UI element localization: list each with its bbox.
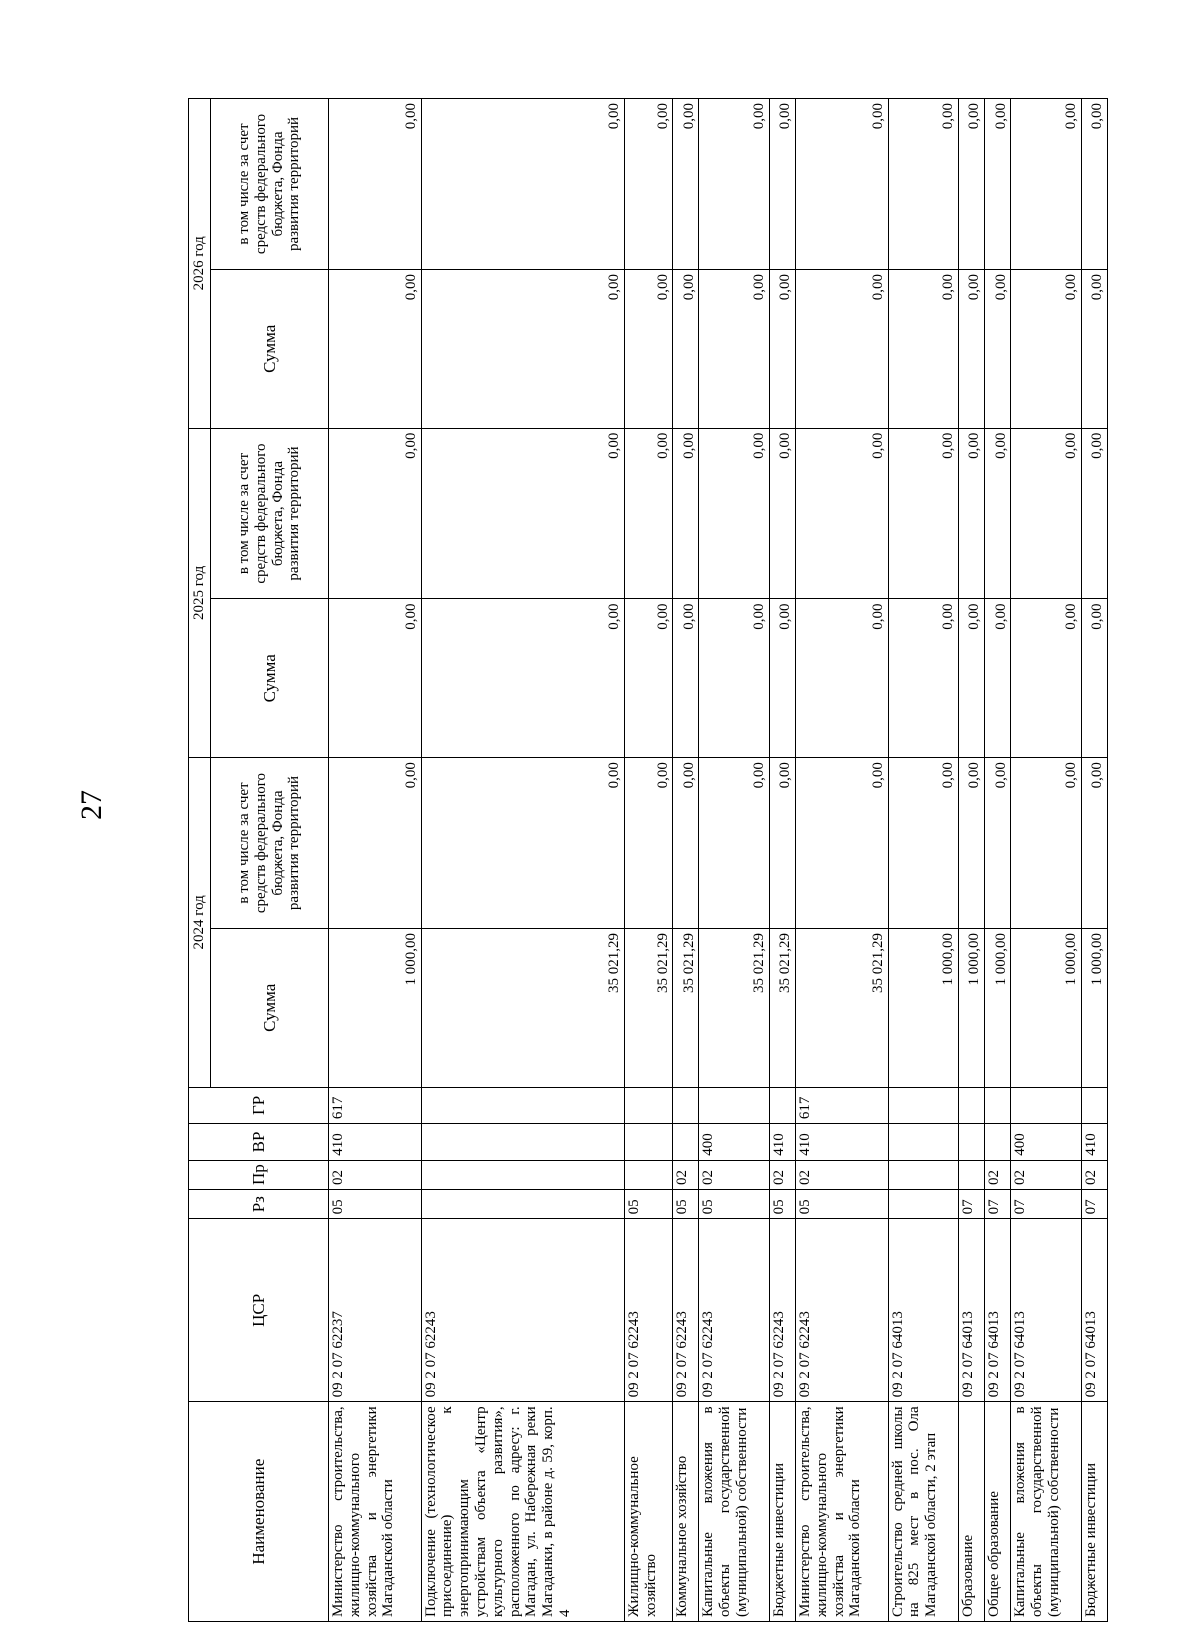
header-name: Наименование [189, 1402, 329, 1622]
row-fed-2025: 0,00 [329, 428, 422, 599]
row-gr [888, 1087, 958, 1124]
row-sum-2024: 1 000,00 [985, 928, 1011, 1087]
row-sum-2025: 0,00 [959, 599, 985, 758]
row-name: Коммунальное хозяйство [673, 1402, 699, 1622]
row-rz: 05 [673, 1190, 699, 1219]
row-vr: 410 [796, 1124, 889, 1161]
row-csr: 09 2 07 64013 [888, 1219, 958, 1402]
row-sum-2024: 35 021,29 [673, 928, 699, 1087]
row-csr: 09 2 07 62243 [421, 1219, 624, 1402]
row-csr: 09 2 07 62243 [673, 1219, 699, 1402]
header-csr: ЦСР [189, 1219, 329, 1402]
row-csr: 09 2 07 62243 [625, 1219, 673, 1402]
header-vr: ВР [189, 1124, 329, 1161]
row-csr: 09 2 07 64013 [1081, 1219, 1107, 1402]
row-fed-2026: 0,00 [1011, 99, 1081, 270]
row-sum-2024: 1 000,00 [329, 928, 422, 1087]
row-csr: 09 2 07 62243 [796, 1219, 889, 1402]
row-rz: 05 [796, 1190, 889, 1219]
row-sum-2025: 0,00 [673, 599, 699, 758]
row-pr: 02 [1081, 1160, 1107, 1189]
row-sum-2026: 0,00 [421, 269, 624, 428]
row-sum-2026: 0,00 [625, 269, 673, 428]
row-sum-2026: 0,00 [329, 269, 422, 428]
row-gr [673, 1087, 699, 1124]
row-vr [985, 1124, 1011, 1161]
row-fed-2026: 0,00 [796, 99, 889, 270]
row-csr: 09 2 07 62243 [769, 1219, 795, 1402]
row-vr: 410 [769, 1124, 795, 1161]
row-fed-2024: 0,00 [673, 758, 699, 929]
row-fed-2024: 0,00 [625, 758, 673, 929]
row-gr [1081, 1087, 1107, 1124]
row-fed-2024: 0,00 [888, 758, 958, 929]
row-rz: 05 [769, 1190, 795, 1219]
row-fed-2024: 0,00 [796, 758, 889, 929]
row-fed-2026: 0,00 [959, 99, 985, 270]
row-pr [625, 1160, 673, 1189]
row-sum-2025: 0,00 [769, 599, 795, 758]
table-row [421, 99, 624, 1622]
row-csr: 09 2 07 62243 [699, 1219, 769, 1402]
row-vr: 400 [1011, 1124, 1081, 1161]
row-vr [673, 1124, 699, 1161]
row-csr: 09 2 07 62237 [329, 1219, 422, 1402]
table-row [985, 99, 1011, 1622]
row-sum-2025: 0,00 [888, 599, 958, 758]
row-name: Капитальные вложения в объекты государственной (муниципальной) собственности [1011, 1402, 1081, 1622]
row-rz [888, 1190, 958, 1219]
row-sum-2026: 0,00 [699, 269, 769, 428]
row-pr: 02 [673, 1160, 699, 1189]
row-pr: 02 [1011, 1160, 1081, 1189]
row-rz [421, 1190, 624, 1219]
row-name: Строительство средней школы на 825 мест в пос. Ола Магаданской области, 2 этап [888, 1402, 958, 1622]
row-sum-2025: 0,00 [796, 599, 889, 758]
header-sum-2026: Сумма [211, 269, 329, 428]
row-fed-2024: 0,00 [421, 758, 624, 929]
row-fed-2026: 0,00 [673, 99, 699, 270]
row-rz: 07 [985, 1190, 1011, 1219]
table-body [329, 99, 1108, 1622]
table-row [673, 99, 699, 1622]
budget-table-wrapper [188, 98, 1108, 1622]
row-fed-2026: 0,00 [985, 99, 1011, 270]
row-fed-2026: 0,00 [421, 99, 624, 270]
row-sum-2026: 0,00 [1011, 269, 1081, 428]
row-name: Подключение (технологическое присоединение) к энергопринимающим устройствам объекта «Центр культурного развития», расположенного по адресу: г. Магадан, ул. Набережная реки Магаданки, в районе д. 59, корп. 4 [421, 1402, 624, 1622]
row-fed-2026: 0,00 [329, 99, 422, 270]
header-fed-2026: в том числе за счет средств федерального бюджета, Фонда развития территорий [211, 99, 329, 270]
header-pr: Пр [189, 1160, 329, 1189]
row-sum-2026: 0,00 [769, 269, 795, 428]
row-fed-2025: 0,00 [699, 428, 769, 599]
row-gr [959, 1087, 985, 1124]
row-name: Капитальные вложения в объекты государственной (муниципальной) собственности [699, 1402, 769, 1622]
row-pr: 02 [769, 1160, 795, 1189]
row-vr: 410 [329, 1124, 422, 1161]
row-sum-2025: 0,00 [985, 599, 1011, 758]
row-vr: 400 [699, 1124, 769, 1161]
row-fed-2026: 0,00 [625, 99, 673, 270]
row-sum-2026: 0,00 [888, 269, 958, 428]
row-sum-2026: 0,00 [959, 269, 985, 428]
row-sum-2026: 0,00 [796, 269, 889, 428]
header-sum-2024: Сумма [211, 928, 329, 1087]
row-fed-2025: 0,00 [421, 428, 624, 599]
row-fed-2025: 0,00 [1011, 428, 1081, 599]
budget-table [188, 98, 1108, 1622]
row-pr: 02 [699, 1160, 769, 1189]
row-pr: 02 [796, 1160, 889, 1189]
row-fed-2024: 0,00 [959, 758, 985, 929]
row-vr [625, 1124, 673, 1161]
row-csr: 09 2 07 64013 [985, 1219, 1011, 1402]
row-sum-2024: 1 000,00 [1081, 928, 1107, 1087]
row-fed-2026: 0,00 [769, 99, 795, 270]
row-csr: 09 2 07 64013 [959, 1219, 985, 1402]
row-sum-2026: 0,00 [1081, 269, 1107, 428]
row-fed-2026: 0,00 [1081, 99, 1107, 270]
header-rz: Рз [189, 1190, 329, 1219]
row-fed-2024: 0,00 [769, 758, 795, 929]
row-sum-2024: 35 021,29 [699, 928, 769, 1087]
row-fed-2025: 0,00 [1081, 428, 1107, 599]
row-name: Жилищно-коммунальное хозяйство [625, 1402, 673, 1622]
row-gr [699, 1087, 769, 1124]
table-row [959, 99, 985, 1622]
row-fed-2024: 0,00 [1081, 758, 1107, 929]
row-sum-2025: 0,00 [1081, 599, 1107, 758]
row-pr [959, 1160, 985, 1189]
header-fed-2024: в том числе за счет средств федерального бюджета, Фонда развития территорий [211, 758, 329, 929]
table-row [888, 99, 958, 1622]
row-sum-2024: 35 021,29 [796, 928, 889, 1087]
row-vr [888, 1124, 958, 1161]
table-row [1011, 99, 1081, 1622]
row-sum-2026: 0,00 [985, 269, 1011, 428]
row-fed-2026: 0,00 [888, 99, 958, 270]
row-fed-2025: 0,00 [796, 428, 889, 599]
table-row [796, 99, 889, 1622]
row-sum-2024: 1 000,00 [959, 928, 985, 1087]
row-sum-2025: 0,00 [421, 599, 624, 758]
row-gr [421, 1087, 624, 1124]
row-sum-2024: 1 000,00 [888, 928, 958, 1087]
header-sum-2025: Сумма [211, 599, 329, 758]
header-year-2024: 2024 год [189, 758, 211, 1087]
row-rz: 05 [699, 1190, 769, 1219]
header-fed-2025: в том числе за счет средств федерального бюджета, Фонда развития территорий [211, 428, 329, 599]
row-csr: 09 2 07 64013 [1011, 1219, 1081, 1402]
row-sum-2024: 1 000,00 [1011, 928, 1081, 1087]
row-vr: 410 [1081, 1124, 1107, 1161]
row-sum-2025: 0,00 [699, 599, 769, 758]
table-row [625, 99, 673, 1622]
row-sum-2025: 0,00 [625, 599, 673, 758]
row-sum-2024: 35 021,29 [769, 928, 795, 1087]
row-rz: 07 [959, 1190, 985, 1219]
row-name: Бюджетные инвестиции [1081, 1402, 1107, 1622]
row-pr: 02 [985, 1160, 1011, 1189]
row-fed-2025: 0,00 [985, 428, 1011, 599]
header-gr: ГР [189, 1087, 329, 1124]
row-name: Образование [959, 1402, 985, 1622]
row-vr [421, 1124, 624, 1161]
row-sum-2025: 0,00 [329, 599, 422, 758]
page-number: 27 [75, 790, 108, 820]
row-fed-2025: 0,00 [625, 428, 673, 599]
row-gr [1011, 1087, 1081, 1124]
row-fed-2024: 0,00 [699, 758, 769, 929]
row-sum-2024: 35 021,29 [421, 928, 624, 1087]
row-name: Общее образование [985, 1402, 1011, 1622]
row-rz: 07 [1011, 1190, 1081, 1219]
row-pr [421, 1160, 624, 1189]
row-fed-2025: 0,00 [673, 428, 699, 599]
row-rz: 05 [625, 1190, 673, 1219]
row-pr: 02 [329, 1160, 422, 1189]
row-gr [625, 1087, 673, 1124]
row-gr: 617 [796, 1087, 889, 1124]
row-sum-2024: 35 021,29 [625, 928, 673, 1087]
row-fed-2024: 0,00 [985, 758, 1011, 929]
row-fed-2024: 0,00 [329, 758, 422, 929]
row-fed-2025: 0,00 [959, 428, 985, 599]
table-row [769, 99, 795, 1622]
row-name: Бюджетные инвестиции [769, 1402, 795, 1622]
row-fed-2024: 0,00 [1011, 758, 1081, 929]
row-sum-2025: 0,00 [1011, 599, 1081, 758]
table-row [1081, 99, 1107, 1622]
row-name: Министерство строительства, жилищно-коммунального хозяйства и энергетики Магаданской области [329, 1402, 422, 1622]
table-row [699, 99, 769, 1622]
row-fed-2025: 0,00 [769, 428, 795, 599]
row-rz: 07 [1081, 1190, 1107, 1219]
row-gr [985, 1087, 1011, 1124]
row-gr: 617 [329, 1087, 422, 1124]
row-name: Министерство строительства, жилищно-коммунального хозяйства и энергетики Магаданской области [796, 1402, 889, 1622]
row-gr [769, 1087, 795, 1124]
row-fed-2026: 0,00 [699, 99, 769, 270]
row-rz: 05 [329, 1190, 422, 1219]
header-year-2026: 2026 год [189, 99, 211, 429]
row-fed-2025: 0,00 [888, 428, 958, 599]
header-year-2025: 2025 год [189, 428, 211, 757]
row-pr [888, 1160, 958, 1189]
row-vr [959, 1124, 985, 1161]
row-sum-2026: 0,00 [673, 269, 699, 428]
table-row [329, 99, 422, 1622]
